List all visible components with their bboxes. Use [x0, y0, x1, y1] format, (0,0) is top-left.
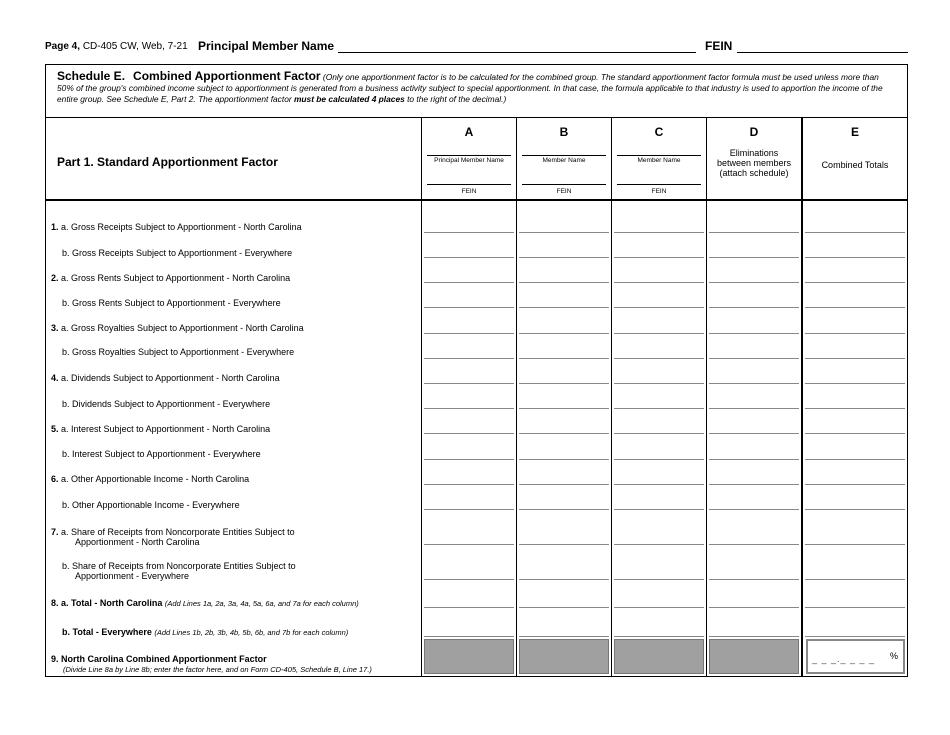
column-c-header: C Member Name FEIN: [611, 118, 706, 200]
line-8a-col-a-input[interactable]: [424, 607, 514, 608]
line-4a-col-e-input[interactable]: [805, 383, 905, 384]
column-b-name-field[interactable]: [522, 155, 606, 156]
line-6b-col-d-input[interactable]: [709, 509, 799, 510]
line-5a-col-d-input[interactable]: [709, 433, 799, 434]
schedule-e-frame: Schedule E. Combined Apportionment Factor (Only one apportionment factor is to be calculated for the combined group. The standard apportionment factor formula must be used unless more than 50% of the group's combined income subject to apportionment is generated from a business activity subject to special apportionment. In that case, the formula applicable to that industry is used to apportion the income of the entire group. See Schedule E, Part 2. The apportionment factor must be calculated 4 places to the right of the decimal.) Part 1. Standard Apportionment Factor A Principal Member Name FEIN B Member Name FEIN C Member Name FEIN D Eliminations between members (attach schedule) E Combined Totals 1. a. Gross Receipts Subject to Apportionment - North Carolina b. Gross Receipts Subject to Apportionment - Everywhere 2. a. Gross Rents Subject to Apportionment - North Carolina b. Gross Rents Subject to Apportionment - Everywhere 3. a. Gross Royalties Subject to Apportionment - North Carolina b. Gross Royalties Subject to Apportionment - Everywhere 4. a. Dividends Subject to Apportionment - North Carolina b. Dividends Subject to Apportionment - Everywhere 5. a. Interest Subject to Apportionment - North Carolina b. Interest Subject to Apportionment - Everywhere 6. a. Other Apportionable Income - North Carolina b. Other Apportionable Income - Everywhere 7. a. Share of Receipts from Noncorporate Entities Subject to Apportionment - North Carolina b. Share of Receipts from Noncorporate Entities Subject to Apportionment - Everywhere 8. a. Total - North Carolina (Add Lines 1a, 2a, 3a, 4a, 5a, 6a, and 7a for each column) b. Total - Everywhere (Add Lines 1b, 2b, 3b, 4b, 5b, 6b, and 7b for each column) 9. North Carolina Combined Apportionment Factor (Divide Line 8a by Line 8b; enter the factor here, and on Form CD-405, Schedule B, Line 17.) _ _ _._ _ _ _ %: [45, 64, 908, 677]
principal-member-name-label: Principal Member Name: [198, 39, 335, 53]
line-6a-col-e-input[interactable]: [805, 484, 905, 485]
line-1a-col-c-input[interactable]: [614, 232, 704, 233]
column-a-header: A Principal Member Name FEIN: [421, 118, 516, 200]
line-1b-col-b-input[interactable]: [519, 257, 609, 258]
schedule-e-header: [46, 65, 907, 118]
line-3b-col-c-input[interactable]: [614, 358, 704, 359]
line-6a-col-a-input[interactable]: [424, 484, 514, 485]
column-b-header: B Member Name FEIN: [516, 118, 611, 200]
line-3b-col-d-input[interactable]: [709, 358, 799, 359]
line-1a-col-d-input[interactable]: [709, 232, 799, 233]
line-8b-col-a-input[interactable]: [424, 636, 514, 637]
line-8a-col-e-input[interactable]: [805, 607, 905, 608]
line-7b-col-e-input[interactable]: [805, 579, 905, 580]
schedule-note: (Only one apportionment factor is to be calculated for the combined group. The standard apportionment factor formula must be used unless more than 50% of the group's combined income subject to apportionment is generated from a business activity subject to special apportionment. In that case, the formula applicable to that industry is used to apportion the income of the entire group. See Schedule E, Part 2. The apportionment factor must be calculated 4 places to the right of the decimal.): [57, 72, 883, 104]
line-6b-col-e-input[interactable]: [805, 509, 905, 510]
line-4a-col-b-input[interactable]: [519, 383, 609, 384]
fein-field[interactable]: [737, 52, 908, 53]
column-c-name-field[interactable]: [617, 155, 701, 156]
principal-member-name-field[interactable]: [338, 52, 696, 53]
line-1a-col-b-input[interactable]: [519, 232, 609, 233]
line-9-col-b-shaded: [519, 639, 609, 674]
schedule-title: Schedule E.: [57, 69, 126, 83]
fein-label: FEIN: [705, 39, 733, 53]
line-7b-col-c-input[interactable]: [614, 579, 704, 580]
line-2a-col-d-input[interactable]: [709, 282, 799, 283]
line-9-col-c-shaded: [614, 639, 704, 674]
line-4b-col-e-input[interactable]: [805, 408, 905, 409]
line-3a-col-b-input[interactable]: [519, 333, 609, 334]
column-e-header: E Combined Totals: [801, 118, 907, 200]
line-4b-col-a-input[interactable]: [424, 408, 514, 409]
column-c-fein-field[interactable]: [617, 184, 701, 185]
line-7a-col-c-input[interactable]: [614, 544, 704, 545]
line-3a-col-e-input[interactable]: [805, 333, 905, 334]
line-1b-col-d-input[interactable]: [709, 257, 799, 258]
line-6a-col-d-input[interactable]: [709, 484, 799, 485]
line-4a-col-d-input[interactable]: [709, 383, 799, 384]
line-8b-col-b-input[interactable]: [519, 636, 609, 637]
line-7a-col-b-input[interactable]: [519, 544, 609, 545]
column-a-fein-field[interactable]: [427, 184, 511, 185]
line-2b-col-d-input[interactable]: [709, 307, 799, 308]
page-header: [45, 39, 908, 55]
line-7b-col-a-input[interactable]: [424, 579, 514, 580]
line-8a-col-d-input[interactable]: [709, 607, 799, 608]
line-3a-col-a-input[interactable]: [424, 333, 514, 334]
line-2a-col-c-input[interactable]: [614, 282, 704, 283]
line-4a-col-c-input[interactable]: [614, 383, 704, 384]
schedule-subtitle: Combined Apportionment Factor: [133, 69, 321, 83]
line-6b-col-a-input[interactable]: [424, 509, 514, 510]
page-id: Page 4, CD-405 CW, Web, 7-21: [45, 41, 188, 52]
line-4b-col-c-input[interactable]: [614, 408, 704, 409]
line-8a-col-c-input[interactable]: [614, 607, 704, 608]
line-3a-col-d-input[interactable]: [709, 333, 799, 334]
line-5a-col-a-input[interactable]: [424, 433, 514, 434]
part1-title: Part 1. Standard Apportionment Factor: [57, 155, 278, 169]
line-2b-col-a-input[interactable]: [424, 307, 514, 308]
line-1a-col-a-input[interactable]: [424, 232, 514, 233]
line-1a-col-e-input[interactable]: [805, 232, 905, 233]
line-1b-col-a-input[interactable]: [424, 257, 514, 258]
line-5a-col-b-input[interactable]: [519, 433, 609, 434]
line-9-col-a-shaded: [424, 639, 514, 674]
line-5b-col-a-input[interactable]: [424, 459, 514, 460]
line-2a-col-b-input[interactable]: [519, 282, 609, 283]
line-4b-col-b-input[interactable]: [519, 408, 609, 409]
line-5b-col-c-input[interactable]: [614, 459, 704, 460]
line-4a-col-a-input[interactable]: [424, 383, 514, 384]
line-4b-col-d-input[interactable]: [709, 408, 799, 409]
combined-factor-input[interactable]: [806, 639, 905, 674]
column-d-header: D Eliminations between members (attach schedule): [706, 118, 801, 200]
line-2b-col-e-input[interactable]: [805, 307, 905, 308]
line-5b-col-b-input[interactable]: [519, 459, 609, 460]
line-2b-col-b-input[interactable]: [519, 307, 609, 308]
line-8b-col-e-input[interactable]: [805, 636, 905, 637]
line-6a-col-c-input[interactable]: [614, 484, 704, 485]
line-3b-col-b-input[interactable]: [519, 358, 609, 359]
line-5b-col-e-input[interactable]: [805, 459, 905, 460]
line-2a-col-a-input[interactable]: [424, 282, 514, 283]
line-5b-col-d-input[interactable]: [709, 459, 799, 460]
line-7b-col-d-input[interactable]: [709, 579, 799, 580]
column-b-fein-field[interactable]: [522, 184, 606, 185]
line-6b-col-c-input[interactable]: [614, 509, 704, 510]
line-7b-col-b-input[interactable]: [519, 579, 609, 580]
line-5a-col-e-input[interactable]: [805, 433, 905, 434]
line-2a-col-e-input[interactable]: [805, 282, 905, 283]
factor-placeholder: _ _ _._ _ _ _: [812, 654, 876, 664]
line-5a-col-c-input[interactable]: [614, 433, 704, 434]
line-1b-col-e-input[interactable]: [805, 257, 905, 258]
column-a-name-field[interactable]: [427, 155, 511, 156]
line-9-col-d-shaded: [709, 639, 799, 674]
line-3b-col-a-input[interactable]: [424, 358, 514, 359]
line-1b-col-c-input[interactable]: [614, 257, 704, 258]
line-8b-col-d-input[interactable]: [709, 636, 799, 637]
line-8a-col-b-input[interactable]: [519, 607, 609, 608]
line-7a-col-e-input[interactable]: [805, 544, 905, 545]
line-6b-col-b-input[interactable]: [519, 509, 609, 510]
line-8b-col-c-input[interactable]: [614, 636, 704, 637]
line-7a-col-a-input[interactable]: [424, 544, 514, 545]
line-3a-col-c-input[interactable]: [614, 333, 704, 334]
line-7a-col-d-input[interactable]: [709, 544, 799, 545]
line-3b-col-e-input[interactable]: [805, 358, 905, 359]
line-6a-col-b-input[interactable]: [519, 484, 609, 485]
percent-sign: %: [889, 651, 898, 661]
line-2b-col-c-input[interactable]: [614, 307, 704, 308]
